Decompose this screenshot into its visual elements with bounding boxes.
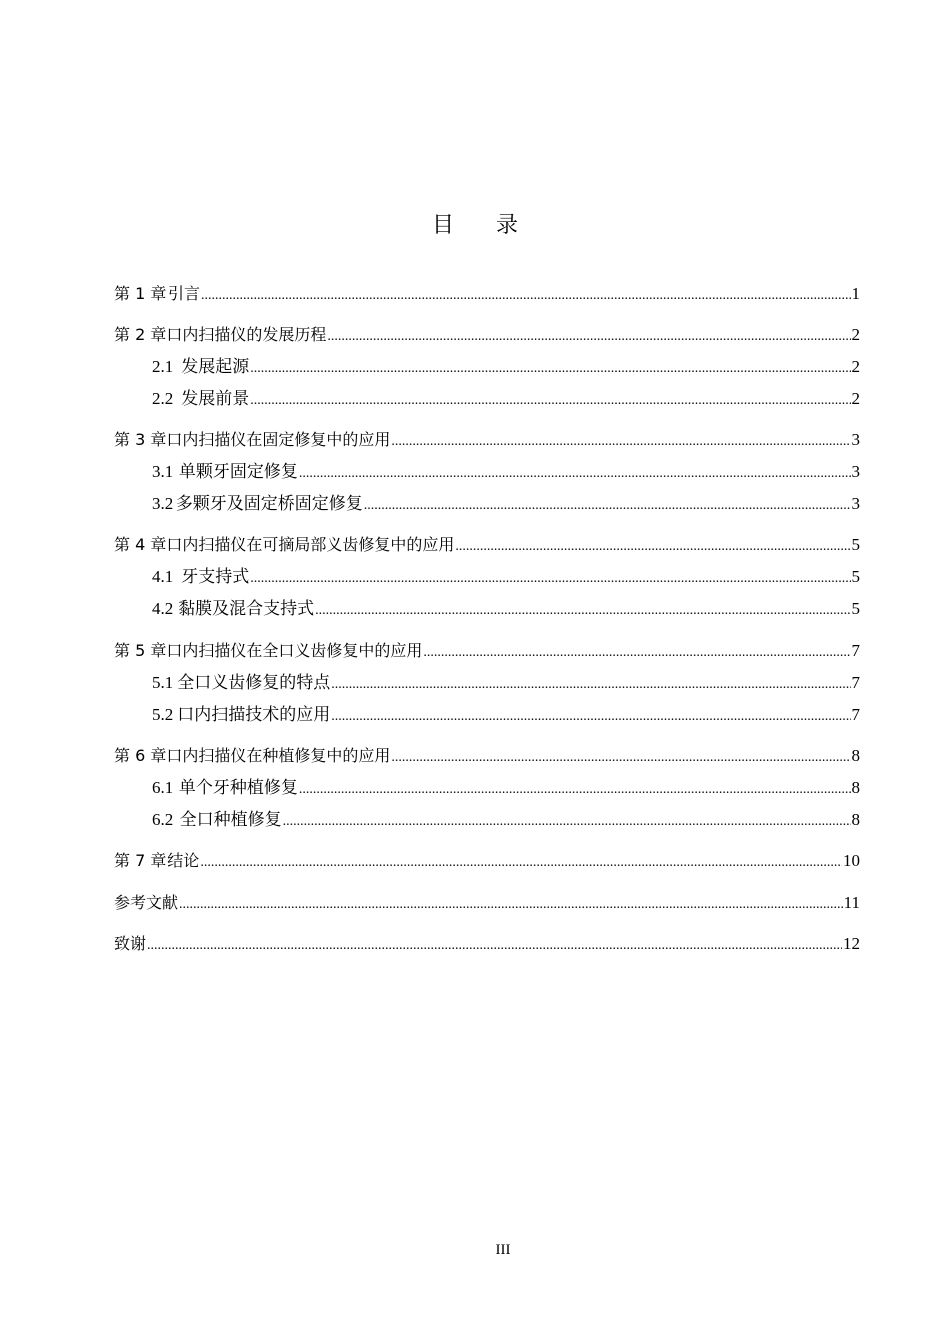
toc-entry-chapter-7[interactable] [114, 848, 860, 872]
title-char-1: 目 [431, 213, 454, 238]
dot-leader [147, 937, 842, 955]
toc-page: 5 [851, 567, 860, 586]
toc-text: 发展前景 [181, 389, 250, 408]
toc-text: 发展起源 [181, 357, 250, 376]
dot-leader [250, 360, 850, 378]
toc-number: 第 7 章 [114, 851, 167, 870]
toc-text: 引言 [167, 284, 200, 303]
title-char-2: 录 [496, 213, 519, 238]
toc-number: 2.1 [152, 357, 174, 376]
toc-number: 2.2 [152, 389, 174, 408]
toc-page: 5 [851, 599, 860, 618]
toc-entry-section-3-1[interactable] [152, 459, 860, 483]
toc-entry-chapter-6[interactable] [114, 743, 860, 767]
toc-page: 7 [851, 673, 860, 692]
toc-page: 7 [851, 705, 860, 724]
toc-number: 第 1 章 [114, 284, 167, 303]
toc-page: 12 [843, 934, 860, 953]
toc-number: 3.2 [152, 494, 174, 513]
toc-number: 第 3 章 [114, 430, 167, 449]
toc-entry-chapter-5[interactable] [114, 638, 860, 662]
toc-entry-chapter-3[interactable] [114, 427, 860, 451]
dot-leader [391, 749, 850, 767]
toc-entry-section-3-2[interactable] [152, 491, 860, 515]
toc-text: 牙支持式 [181, 567, 250, 586]
toc-page: 2 [851, 325, 860, 344]
toc-number: 6.2 [152, 810, 174, 829]
toc-text: 单颗牙固定修复 [178, 462, 298, 481]
toc-text: 参考文献 [114, 893, 179, 912]
toc-number: 第 6 章 [114, 746, 167, 765]
toc-entry-acknowledgements[interactable] [114, 931, 860, 955]
toc-number: 4.1 [152, 567, 174, 586]
toc-text: 多颗牙及固定桥固定修复 [175, 494, 363, 513]
toc-entry-section-4-2[interactable] [152, 596, 860, 620]
toc-entry-chapter-4[interactable] [114, 532, 860, 556]
dot-leader [299, 465, 851, 483]
dot-leader [315, 602, 850, 620]
toc-entry-section-6-2[interactable] [152, 807, 860, 831]
toc-entry-section-2-2[interactable] [152, 386, 860, 410]
toc-page: 3 [851, 462, 860, 481]
dot-leader [179, 896, 843, 914]
toc-text: 口内扫描仪在可摘局部义齿修复中的应用 [166, 535, 455, 554]
toc-page: 7 [851, 641, 860, 660]
toc-text: 口内扫描仪在种植修复中的应用 [166, 746, 391, 765]
toc-page: 8 [851, 778, 860, 797]
toc-number: 6.1 [152, 778, 174, 797]
toc-entry-chapter-1[interactable] [114, 281, 860, 305]
toc-entry-section-6-1[interactable] [152, 775, 860, 799]
dot-leader [200, 854, 842, 872]
toc-page: 3 [851, 494, 860, 513]
toc-text: 口内扫描仪的发展历程 [166, 325, 327, 344]
toc-number: 第 2 章 [114, 325, 167, 344]
toc-number: 5.2 [152, 705, 174, 724]
dot-leader [364, 497, 851, 515]
toc-page: 2 [851, 389, 860, 408]
dot-leader [250, 392, 850, 410]
dot-leader [331, 708, 850, 726]
toc-entry-section-2-1[interactable] [152, 354, 860, 378]
dot-leader [331, 676, 850, 694]
toc-page: 10 [843, 851, 860, 870]
toc-number: 第 5 章 [114, 641, 167, 660]
dot-leader [455, 538, 850, 556]
toc-entry-references[interactable] [114, 890, 860, 914]
toc-text: 结论 [167, 851, 200, 870]
toc-page: 2 [851, 357, 860, 376]
toc-text: 口内扫描技术的应用 [177, 705, 331, 724]
toc-text: 全口种植修复 [179, 810, 282, 829]
dot-leader [423, 644, 850, 662]
toc-text: 黏膜及混合支持式 [178, 599, 315, 618]
dot-leader [283, 813, 851, 831]
toc-entry-chapter-2[interactable] [114, 322, 860, 346]
toc-text: 口内扫描仪在全口义齿修复中的应用 [166, 641, 423, 660]
toc-text: 致谢 [114, 934, 147, 953]
toc-number: 3.1 [152, 462, 174, 481]
toc-page: 11 [843, 893, 860, 912]
toc-number: 4.2 [152, 599, 174, 618]
toc-page: 8 [851, 810, 860, 829]
toc-text: 单个牙种植修复 [178, 778, 298, 797]
toc-number: 第 4 章 [114, 535, 167, 554]
dot-leader [327, 328, 850, 346]
toc-page: 8 [851, 746, 860, 765]
toc-text: 全口义齿修复的特点 [177, 673, 331, 692]
toc-number: 5.1 [152, 673, 174, 692]
toc-text: 口内扫描仪在固定修复中的应用 [166, 430, 391, 449]
toc-page: 3 [851, 430, 860, 449]
page-number: III [495, 1242, 511, 1258]
toc-page: 1 [851, 284, 860, 303]
toc-entry-section-5-2[interactable] [152, 702, 860, 726]
toc-entry-section-4-1[interactable] [152, 564, 860, 588]
toc-page: 5 [851, 535, 860, 554]
dot-leader [391, 433, 850, 451]
dot-leader [299, 781, 851, 799]
dot-leader [201, 287, 851, 305]
dot-leader [250, 570, 850, 588]
toc-entry-section-5-1[interactable] [152, 670, 860, 694]
